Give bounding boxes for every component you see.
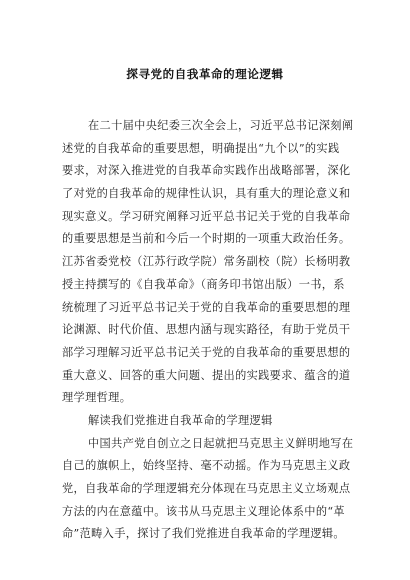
text-line: 解读我们党推进自我革命的学理逻辑 [88, 413, 273, 427]
text-line: 授主持撰写的《自我革命》（商务印书馆出版）一书，系 [62, 277, 345, 291]
text-line: 了对党的自我革命的规律性认识，具有重大的理论意义和 [62, 187, 351, 201]
document-title: 探寻党的自我革命的理论逻辑 [126, 67, 284, 81]
text-line: 方法的内在意蕴中。该书从马克思主义理论体系中的“革 [62, 504, 345, 518]
text-line: 部学习理解习近平总书记关于党的自我革命的重要思想的 [62, 345, 351, 359]
text-line: 重大意义、回答的重大问题、提出的实践要求、蕴含的道 [62, 368, 351, 382]
document-body [62, 115, 356, 546]
text-line: 命”范畴入手，探讨了我们党推进自我革命的学理逻辑。 [62, 527, 345, 541]
text-line: 自己的旗帜上，始终坚持、毫不动摇。作为马克思主义政 [62, 459, 351, 473]
text-line: 中国共产党自创立之日起就把马克思主义鲜明地写在 [88, 436, 354, 450]
text-line: 现实意义。学习研究阐释习近平总书记关于党的自我革命 [62, 209, 351, 223]
text-line: 要求，对深入推进党的自我革命实践作出战略部署，深化 [62, 164, 351, 178]
text-line: 理学理哲理。 [62, 391, 132, 405]
text-line: 在二十届中央纪委三次全会上，习近平总书记深刻阐 [88, 119, 354, 132]
text-line: 江苏省委党校（江苏行政学院）常务副校（院）长杨明教 [62, 255, 351, 269]
text-line: 的重要思想是当前和今后一个时期的一项重大政治任务。 [62, 232, 351, 246]
text-line: 统梳理了习近平总书记关于党的自我革命的重要思想的理 [62, 300, 351, 314]
text-line: 述党的自我革命的重要思想，明确提出“九个以”的实践 [62, 141, 340, 155]
text-line: 论渊源、时代价值、思想内涵与现实路径，有助于党员干 [62, 323, 351, 337]
text-line: 党，自我革命的学理逻辑充分体现在马克思主义立场观点 [62, 482, 351, 495]
